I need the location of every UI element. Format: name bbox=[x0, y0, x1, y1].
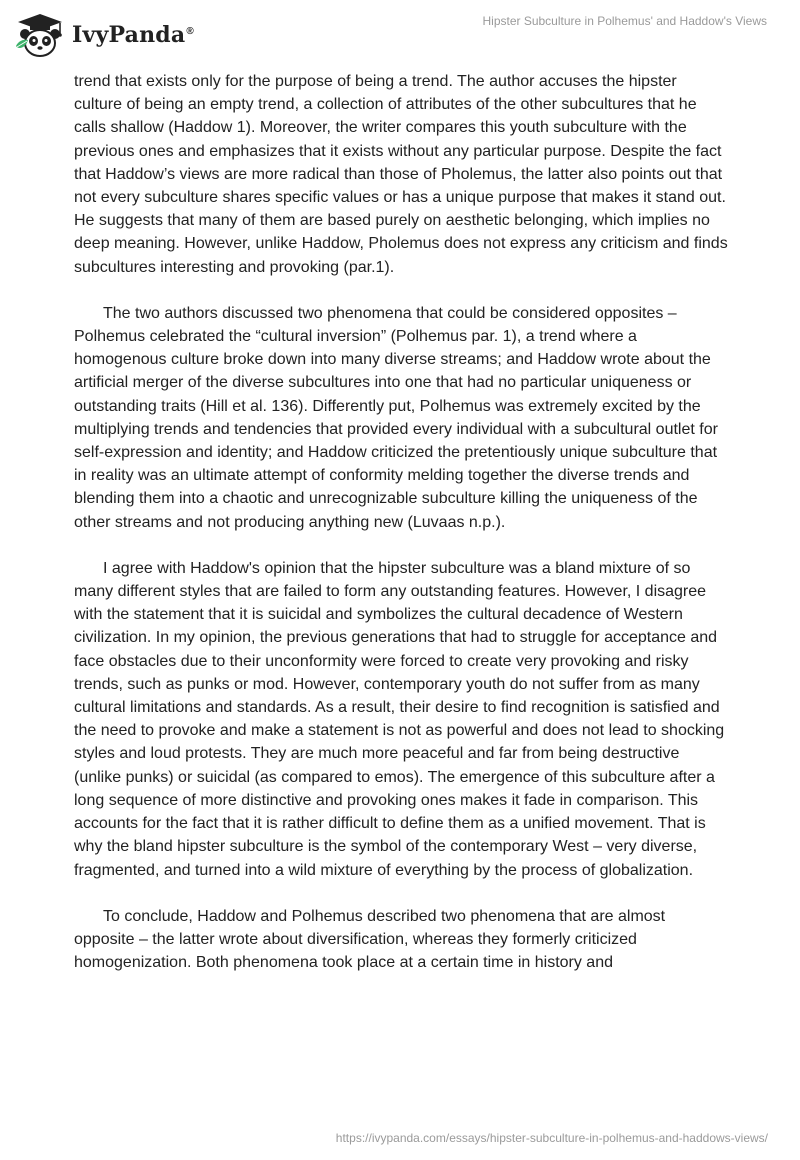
source-url[interactable]: https://ivypanda.com/essays/hipster-subculture-in-polhemus-and-haddows-views/ bbox=[335, 1131, 768, 1145]
paragraph-4: To conclude, Haddow and Polhemus described two phenomena that are almost opposite – the latter wrote about diversification, whereas they formerly criticized homogenization. Both phenomena took place at a certain time in history and bbox=[74, 907, 666, 972]
essay-body bbox=[74, 70, 728, 997]
essay-title: Hipster Subculture in Polhemus' and Haddow's Views bbox=[482, 14, 767, 28]
paragraph-2: The two authors discussed two phenomena that could be considered opposites – Polhemus celebrated the “cultural inversion” (Polhemus par. 1), a trend where a homogenous culture broke down into many diverse streams; and Haddow wrote about the artificial merger of the diverse subcultures into one that had no particular uniqueness or outstanding traits (Hill et al. 136). Differently put, Polhemus was extremely excited by the multiplying trends and tendencies that provided every individual with a subcultural outlet for self-expression and identity; and Haddow criticized the pretentiously unique subculture that in reality was an ultimate attempt of conformity melding together the diverse trends and blending them into a chaotic and unrecognizable subculture killing the uniqueness of the other streams and not producing anything new (Luvaas n.p.). bbox=[74, 304, 718, 531]
logo-wordmark bbox=[72, 22, 194, 48]
page-header bbox=[0, 0, 800, 70]
panda-graduate-icon bbox=[14, 12, 66, 58]
ivypanda-logo[interactable] bbox=[14, 12, 194, 58]
paragraph-1: trend that exists only for the purpose of being a trend. The author accuses the hipster culture of being an empty trend, a collection of attributes of the other subcultures that he calls shallow (Haddow 1). Moreover, the writer compares this youth subculture with the previous ones and emphasizes that it exists without any particular purpose. Despite the fact that Haddow’s views are more radical than those of Pholemus, the latter also points out that not every subculture shares specific values or has a unique purpose that makes it stand out. He suggests that many of them are based purely on aesthetic belonging, which implies no deep meaning. However, unlike Haddow, Pholemus does not express any criticism and finds subcultures interesting and provoking (par.1). bbox=[74, 73, 728, 276]
logo-name: IvyPanda bbox=[72, 22, 186, 48]
registered-mark: ® bbox=[186, 25, 194, 37]
paragraph-3: I agree with Haddow's opinion that the hipster subculture was a bland mixture of so many different styles that are failed to form any outstanding features. However, I disagree with the statement that it is suicidal and symbolizes the cultural decadence of Western civilization. In my opinion, the previous generations that had to struggle for acceptance and face obstacles due to their unconformity were forced to create very provoking and risky trends, such as punks or mod. However, contemporary youth do not suffer from as many cultural limitations and standards. As a result, their desire to find recognition is satisfied and the need to provoke and make a statement is not as powerful and does not lead to shocking styles and loud protests. They are much more peaceful and far from being destructive (unlike punks) or suicidal (as compared to emos). The emergence of this subculture after a long sequence of more distinctive and provoking ones makes it fade in comparison. This accounts for the fact that it is rather difficult to define them as a unified movement. That is why the bland hipster subculture is the symbol of the contemporary West – very diverse, fragmented, and turned into a wild mixture of everything by the process of globalization. bbox=[74, 559, 725, 879]
